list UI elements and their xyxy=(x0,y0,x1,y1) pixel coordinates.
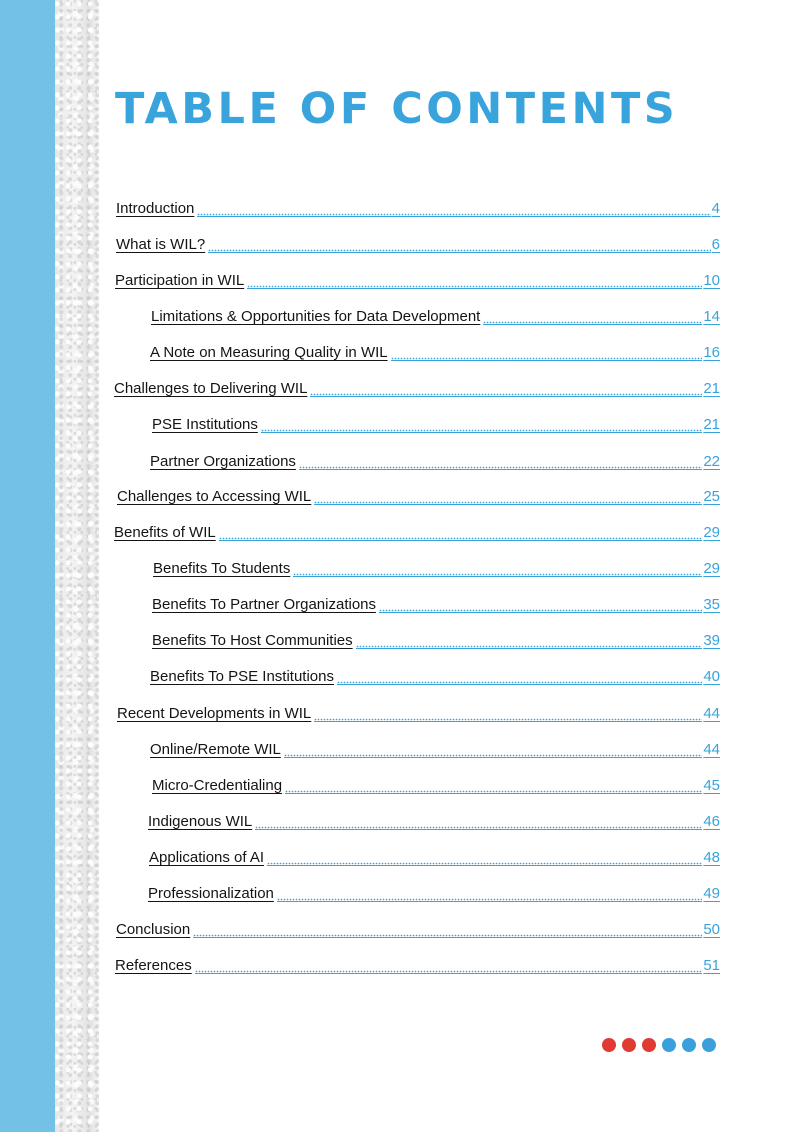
dot-leader xyxy=(310,380,702,397)
toc-entry-label: Indigenous WIL xyxy=(148,813,253,830)
toc-entry-label: Benefits of WIL xyxy=(114,524,216,541)
toc-entry-partner-organizations[interactable] xyxy=(150,449,720,471)
dot-leader xyxy=(299,453,702,470)
toc-entry-recent-developments[interactable] xyxy=(117,701,720,723)
dot-leader xyxy=(219,524,703,541)
toc-entry-page-number: 44 xyxy=(703,741,720,758)
dot-leader xyxy=(284,741,702,758)
toc-entry-label: Participation in WIL xyxy=(115,272,245,289)
toc-entry-challenges-delivering[interactable] xyxy=(114,376,720,398)
toc-entry-label: Challenges to Accessing WIL xyxy=(117,488,312,505)
toc-entry-label: References xyxy=(115,957,192,974)
dot-leader xyxy=(483,308,702,325)
toc-entry-benefits-host-communities[interactable] xyxy=(152,628,720,650)
toc-entry-label: Limitations & Opportunities for Data Development xyxy=(151,308,481,325)
dot-leader xyxy=(197,200,710,217)
dot-leader xyxy=(356,632,703,649)
toc-entry-page-number: 45 xyxy=(703,777,720,794)
toc-entry-benefits-pse-institutions[interactable] xyxy=(150,664,720,686)
toc-entry-page-number: 14 xyxy=(703,308,720,325)
toc-entry-page-number: 51 xyxy=(703,957,720,974)
toc-entry-label: Partner Organizations xyxy=(150,453,296,470)
toc-entry-label: Conclusion xyxy=(116,921,191,938)
toc-entry-page-number: 35 xyxy=(703,596,720,613)
blue-dot xyxy=(682,1038,696,1052)
toc-entry-professionalization[interactable] xyxy=(148,881,720,903)
toc-entry-label: Benefits To Students xyxy=(153,560,291,577)
toc-entry-benefits-of-wil[interactable] xyxy=(114,520,720,542)
toc-entry-page-number: 29 xyxy=(703,560,720,577)
decorative-dots xyxy=(602,1038,716,1052)
toc-entry-label: Online/Remote WIL xyxy=(150,741,281,758)
toc-entry-page-number: 46 xyxy=(703,813,720,830)
toc-entry-page-number: 22 xyxy=(703,453,720,470)
toc-entry-label: Benefits To Partner Organizations xyxy=(152,596,377,613)
toc-entry-page-number: 6 xyxy=(711,236,720,253)
toc-entry-page-number: 25 xyxy=(703,488,720,505)
dot-leader xyxy=(285,777,702,794)
toc-entry-page-number: 48 xyxy=(703,849,720,866)
dot-leader xyxy=(261,416,702,433)
toc-entry-online-remote-wil[interactable] xyxy=(150,737,720,759)
toc-entry-page-number: 29 xyxy=(703,524,720,541)
toc-entry-label: Benefits To PSE Institutions xyxy=(150,668,334,685)
toc-entry-label: Challenges to Delivering WIL xyxy=(114,380,308,397)
toc-entry-limitations-opportunities[interactable] xyxy=(151,304,720,326)
toc-entry-conclusion[interactable] xyxy=(116,917,720,939)
toc-entry-page-number: 50 xyxy=(703,921,720,938)
toc-entry-page-number: 4 xyxy=(711,200,720,217)
toc-entry-label: Applications of AI xyxy=(149,849,265,866)
toc-entry-applications-of-ai[interactable] xyxy=(149,845,720,867)
toc-entry-references[interactable] xyxy=(115,953,720,975)
dot-leader xyxy=(193,921,702,938)
toc-entry-challenges-accessing[interactable] xyxy=(117,484,720,506)
dot-leader xyxy=(277,885,702,902)
toc-entry-pse-institutions[interactable] xyxy=(152,412,720,434)
toc-entry-label: Micro-Credentialing xyxy=(152,777,283,794)
dot-leader xyxy=(314,705,702,722)
dot-leader xyxy=(267,849,702,866)
red-dot xyxy=(602,1038,616,1052)
toc-entry-label: Introduction xyxy=(116,200,195,217)
toc-entry-page-number: 16 xyxy=(703,344,720,361)
toc-entry-benefits-students[interactable] xyxy=(153,556,720,578)
dot-leader xyxy=(195,957,703,974)
toc-entry-label: PSE Institutions xyxy=(152,416,258,433)
dot-leader xyxy=(293,560,702,577)
toc-entry-what-is-wil[interactable] xyxy=(116,232,720,254)
dot-leader xyxy=(208,236,710,253)
toc-entry-page-number: 10 xyxy=(703,272,720,289)
dot-leader xyxy=(337,668,702,685)
dot-leader xyxy=(255,813,702,830)
red-dot xyxy=(642,1038,656,1052)
toc-entry-benefits-partner-organizations[interactable] xyxy=(152,592,720,614)
toc-entry-label: Recent Developments in WIL xyxy=(117,705,312,722)
toc-entry-label: Benefits To Host Communities xyxy=(152,632,353,649)
toc-entry-measuring-quality[interactable] xyxy=(150,340,720,362)
page-title: TABLE OF CONTENTS xyxy=(115,84,679,134)
dot-leader xyxy=(247,272,702,289)
toc-entry-page-number: 39 xyxy=(703,632,720,649)
toc-entry-page-number: 40 xyxy=(703,668,720,685)
dot-leader xyxy=(314,488,702,505)
toc-entry-participation-in-wil[interactable] xyxy=(115,268,720,290)
toc-entry-page-number: 21 xyxy=(703,380,720,397)
red-dot xyxy=(622,1038,636,1052)
toc-entry-label: Professionalization xyxy=(148,885,274,902)
toc-entry-label: A Note on Measuring Quality in WIL xyxy=(150,344,388,361)
toc-entry-page-number: 21 xyxy=(703,416,720,433)
toc-entry-indigenous-wil[interactable] xyxy=(148,809,720,831)
toc-entry-label: What is WIL? xyxy=(116,236,206,253)
blue-dot xyxy=(702,1038,716,1052)
dot-leader xyxy=(379,596,702,613)
blue-dot xyxy=(662,1038,676,1052)
toc-entry-page-number: 49 xyxy=(703,885,720,902)
toc-entry-introduction[interactable] xyxy=(116,196,720,218)
toc-entry-micro-credentialing[interactable] xyxy=(152,773,720,795)
dot-leader xyxy=(391,344,703,361)
toc-entry-page-number: 44 xyxy=(703,705,720,722)
